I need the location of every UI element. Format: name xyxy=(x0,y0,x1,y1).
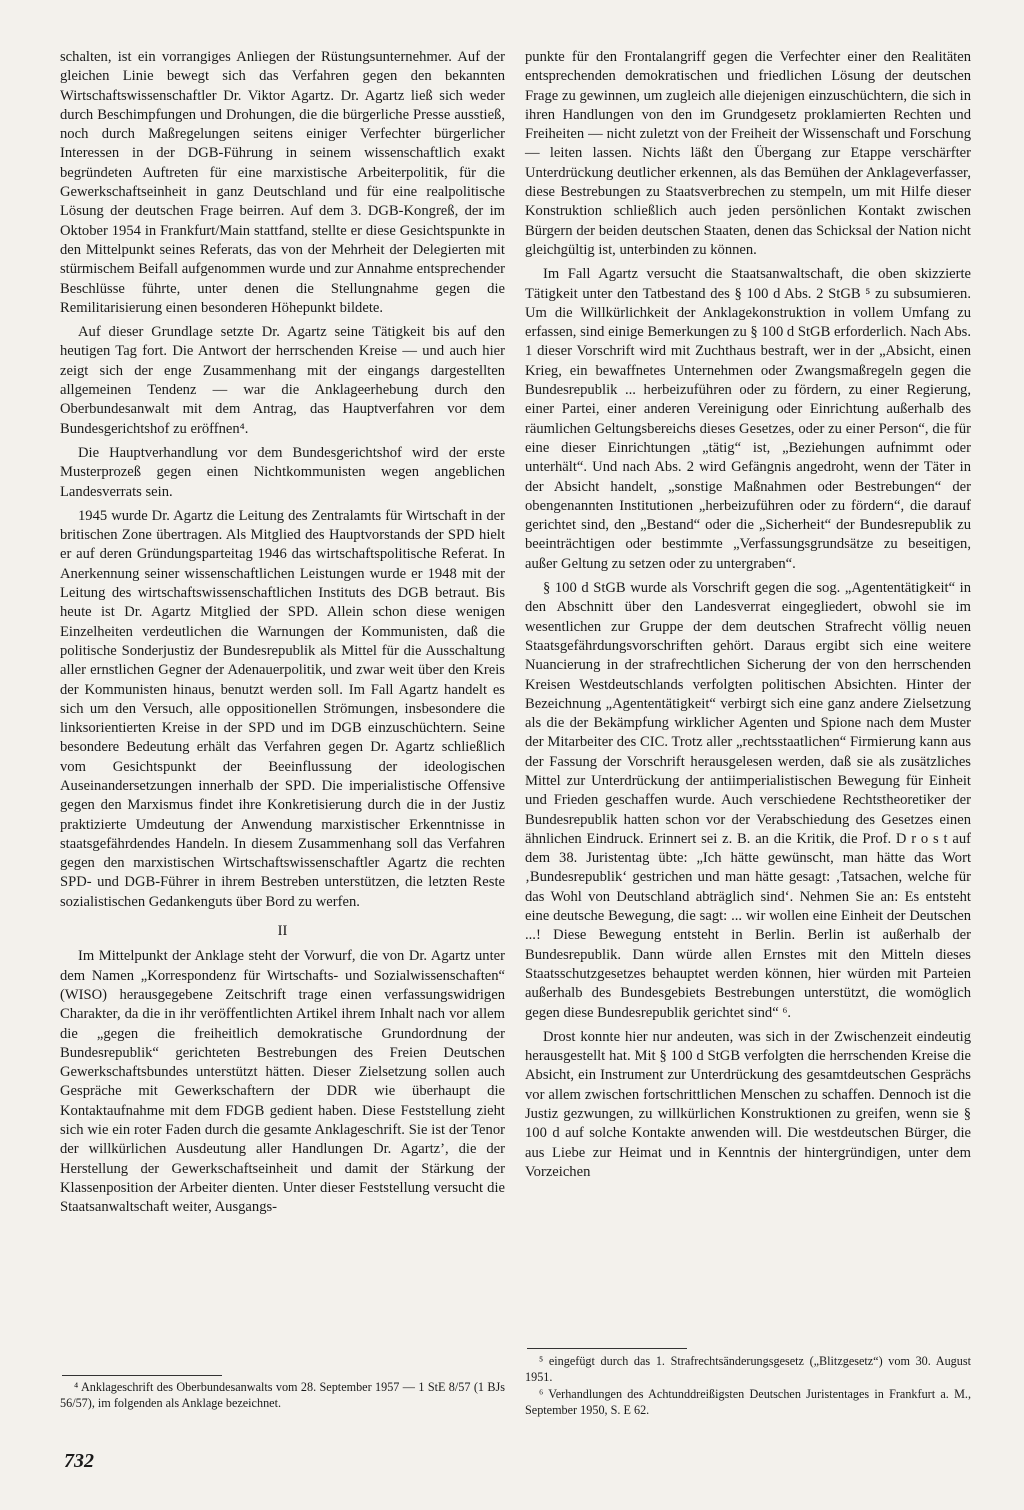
footnote: ⁴ Anklageschrift des Oberbundesanwalts vom 28. September 1957 — 1 StE 8/57 (1 BJs 56/57), im folgenden als Anklage bezeichnet. xyxy=(60,1380,505,1410)
paragraph: Auf dieser Grundlage setzte Dr. Agartz seine Tätigkeit bis auf den heutigen Tag fort. Die Antwort der herrschenden Kreise — und auch hier zeigt sich der enge Zusammenhang mit der eingangs dargestellten allgemeinen Tendenz — war die Anklageerhebung durch den Oberbundesanwalt mit dem Antrag, das Hauptverfahren vor dem Bundesgerichtshof zu eröffnen⁴. xyxy=(60,324,505,437)
footnote: ⁵ eingefügt durch das 1. Strafrechtsänderungsgesetz („Blitzgesetz“) vom 30. August 1951. xyxy=(525,1354,971,1384)
footnote-rule xyxy=(527,1348,687,1349)
paragraph: punkte für den Frontalangriff gegen die Verfechter einer den Realitäten entsprechenden demokratischen und friedlichen Lösung der deutschen Frage zu gewinnen, um zugleich alle diejenigen einzuschüchtern, die sich in ihren Handlungen von den im Grundgesetz proklamierten Rechten und Freiheiten — nicht zuletzt von der Freiheit der Wissenschaft und Forschung — leiten lassen. Nichts läßt den Übergang zur Etappe verschärfter Unterdrückung deutlicher erkennen, als das Bemühen der Anklageverfasser, diese Bestrebungen zu Staatsverbrechen zu stempeln, um mit Hilfe dieser Konstruktion schließlich auch jeden persönlichen Kontakt zwischen Bürgern der beiden deutschen Staaten, denen das Schicksal der Nation nicht gleichgültig ist, unterbinden zu können. xyxy=(525,49,971,258)
footnotes-left xyxy=(60,1380,505,1413)
footnotes-right xyxy=(525,1354,971,1420)
footnote-rule xyxy=(62,1375,222,1376)
section-heading: II xyxy=(277,923,288,940)
paragraph: 1945 wurde Dr. Agartz die Leitung des Zentralamts für Wirtschaft in der britischen Zone übertragen. Als Mitglied des Hauptvorstands der SPD hielt er auf deren Gründungsparteitag 1946 das wirtschaftspolitische Referat. In Anerkennung seiner wissenschaftlichen Leistungen wurde er 1948 mit der Leitung des wirtschaftswissenschaftlichen Instituts des DGB betraut. Bis heute ist Dr. Agartz Mitglied der SPD. Allein schon diese wenigen Einzelheiten verdeutlichen die Warnungen der Kommunisten, daß die politische Sonderjustiz der Bundesrepublik als Mittel für die Ausschaltung aller ernstlichen Gegner der Adenauerpolitik, und zwar weit über den Kreis der Kommunisten hinaus, benutzt werden soll. Im Fall Agartz handelt es sich um den Versuch, alle oppositionellen Strömungen, insbesondere die linksorientierten Kreise in der SPD und im DGB einzuschüchtern. Seine besondere Bedeutung erhält das Verfahren gegen Dr. Agartz schließlich vom Gesichtspunkt der Beeinflussung der ideologischen Auseinandersetzungen innerhalb der SPD. Die imperialistische Offensive gegen den Marxismus findet ihre Konkretisierung durch die in der Justiz praktizierte Umdeutung der Anwendung marxistischer Erkenntnisse in staatsgefährdendes Handeln. In diesem Zusammenhang soll das Verfahren gegen den marxistischen Wirtschaftswissenschaftler Agartz die rechten SPD- und DGB-Führer in ihrem Bestreben unterstützen, die letzten Reste sozialistischen Gedankenguts über Bord zu werfen. xyxy=(60,507,505,910)
paragraph: § 100 d StGB wurde als Vorschrift gegen die sog. „Agententätigkeit“ in den Abschnitt über den Landesverrat eingegliedert, obwohl sie im wesentlichen zur Gruppe der dem deutschen Strafrecht völlig neuen Staatsgefährdungsvorschriften gehört. Daraus ergibt sich eine weitere Nuancierung in der strafrechtlichen Sicherung der von den herrschenden Kreisen Westdeutschlands verfolgten politischen Absichten. Hinter der Bezeichnung „Agententätigkeit“ verbirgt sich eine ganz andere Zielsetzung als die der Bekämpfung wirklicher Agenten und Spione nach dem Muster der Mitarbeiter des CIC. Trotz aller „rechtsstaatlichen“ Firmierung kann aus der Fassung der Vorschrift herausgelesen werden, daß sie als zusätzliches Mittel zur Unterdrückung der antiimperialistischen Bewegung für Einheit und Frieden geschaffen wurde. Auch verschiedene Rechtstheoretiker der Bundesrepublik hatten schon vor der Verabschiedung des Gesetzes einen ähnlichen Eindruck. Erinnert sei z. B. an die Kritik, die Prof. D r o s t auf dem 38. Juristentag übte: „Ich hätte gewünscht, man hätte das Wort ‚Bundesrepublik‘ gestrichen und man hätte gesagt: ‚Tatsachen, welche für das Wohl von Deutschland abträglich sind‘. Nehmen Sie an: Es entsteht eine deutsche Bewegung, die sagt: ... wir wollen eine Einheit der Deutschen ...! Diese Bewegung entsteht in Berlin. Berlin ist außerhalb der Bundesrepublik. Dann würde allen Ernstes mit den Mitteln dieses Staatsschutzgesetzes behauptet werden können, hier würden mit Parteien außerhalb des Bundesgebiets Bestrebungen unterstützt, die womöglich gegen diese Bundesrepublik gerichtet sind“ ⁶. xyxy=(525,580,971,1021)
paragraph: Im Fall Agartz versucht die Staatsanwaltschaft, die oben skizzierte Tätigkeit unter den Tatbestand des § 100 d Abs. 2 StGB ⁵ zu subsumieren. Um die Willkürlichkeit der Anklagekonstruktion in vollem Umfang zu erfassen, sind einige Bemerkungen zu § 100 d StGB erforderlich. Nach Abs. 1 dieser Vorschrift wird mit Zuchthaus bestraft, wer in der „Absicht, einen Krieg, ein bewaffnetes Unternehmen oder Zwangsmaßregeln gegen die Bundesrepublik ... herbeizuführen oder zu fördern, zu einer Regierung, einer Partei, einer anderen Vereinigung oder Einrichtung außerhalb des räumlichen Geltungsbereichs dieses Gesetzes, oder zu einer Person“, die für eine dieser Einrichtungen „tätig“ ist, „Beziehungen aufnimmt oder unterhält“. Und nach Abs. 2 wird Gefängnis angedroht, wenn der Täter in der Absicht handelt, „sonstige Maßnahmen oder Bestrebungen“ der obengenannten Institutionen „herbeizuführen oder zu fördern“, die darauf gerichtet sind, den „Bestand“ oder die „Sicherheit“ der Bundesrepublik zu beeinträchtigen oder bestimmte „Verfassungsgrundsätze zu beseitigen, außer Geltung zu setzen oder zu untergraben“. xyxy=(525,266,971,572)
paragraph: schalten, ist ein vorrangiges Anliegen der Rüstungsunternehmer. Auf der gleichen Linie bewegt sich das Verfahren gegen den bekannten Wirtschaftswissenschaftler Dr. Viktor Agartz. Dr. Agartz ließ sich weder durch Beschimpfungen und Drohungen, die die bürgerliche Presse ausstieß, noch durch Maßregelungen seitens einiger Verfechter bürgerlicher Interessen in der DGB-Führung in seinem wissenschaftlich exakt begründeten Auftreten für eine marxistische Arbeiterpolitik, für die Gewerkschaftseinheit in ganz Deutschland und für eine realpolitische Lösung der deutschen Frage beirren. Auf dem 3. DGB-Kongreß, der im Oktober 1954 in Frankfurt/Main stattfand, stellte er diese Gesichtspunkte in den Mittelpunkt seines Referats, das von der Mehrheit der Delegierten mit stürmischem Beifall aufgenommen wurde und zur Annahme entsprechender Beschlüsse führte, unter denen die Stellungnahme gegen die Remilitarisierung einen besonderen Höhepunkt bildete. xyxy=(60,49,505,316)
left-column xyxy=(60,48,505,1223)
paragraph: Im Mittelpunkt der Anklage steht der Vorwurf, die von Dr. Agartz unter dem Namen „Korrespondenz für Wirtschafts- und Sozialwissenschaften“ (WISO) herausgegebene Zeitschrift trage einen verfassungswidrigen Charakter, da die in ihr veröffentlichten Artikel ihrem Inhalt nach vor allem die „gegen die freiheitlich demokratische Grundordnung der Bundesrepublik“ gerichteten Bestrebungen des Freien Deutschen Gewerkschaftsbundes unterstützt hätten. Dieser Zielsetzung sollen auch Gespräche mit Gewerkschaftern der DDR wie überhaupt die Kontaktaufnahme mit dem FDGB gedient haben. Diese Feststellung zieht sich wie ein roter Faden durch die gesamte Anklageschrift. Sie ist der Tenor der willkürlichen Ausdeutung aller Handlungen Dr. Agartz’, die der Herstellung der Gewerkschaftseinheit und damit der Stärkung der Klassenposition der Arbeiter dienten. Unter dieser Feststellung versucht die Staatsanwaltschaft weiter, Ausgangs- xyxy=(60,948,505,1216)
right-column xyxy=(525,48,971,1187)
footnote: ⁶ Verhandlungen des Achtunddreißigsten Deutschen Juristentages in Frankfurt a. M., September 1950, S. E 62. xyxy=(525,1387,971,1417)
paragraph: Die Hauptverhandlung vor dem Bundesgerichtshof wird der erste Musterprozeß gegen einen Nichtkommunisten wegen angeblichen Landesverrats sein. xyxy=(60,444,505,500)
paragraph: Drost konnte hier nur andeuten, was sich in der Zwischenzeit eindeutig herausgestellt hat. Mit § 100 d StGB verfolgten die herrschenden Kreise die Absicht, ein Instrument zur Unterdrückung des gesamtdeutschen Gesprächs vor allem zwischen fortschrittlichen Menschen zu schaffen. Dennoch ist die Justiz gezwungen, zu willkürlichen Konstruktionen zu greifen, wenn sie § 100 d auf solche Kontakte anwenden will. Die westdeutschen Bürger, die aus Liebe zur Heimat und in Kenntnis der hintergründigen, unter dem Vorzeichen xyxy=(525,1028,971,1180)
page-number: 732 xyxy=(64,1450,94,1472)
